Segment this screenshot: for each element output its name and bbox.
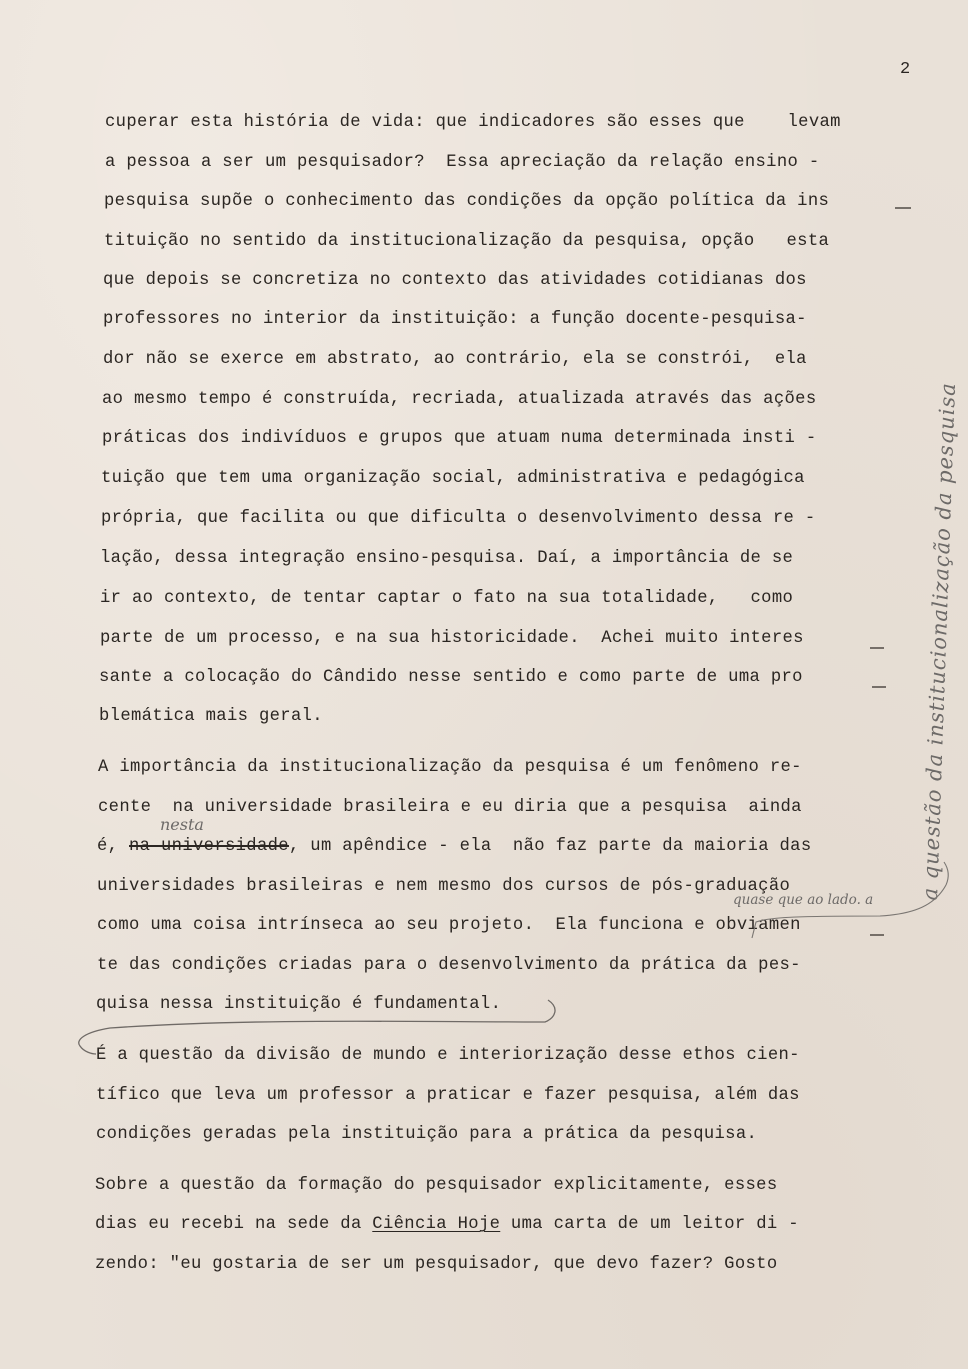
handwritten-margin-note: a questão da institucionalização da pesquisa — [918, 381, 961, 901]
text-line: cente na universidade brasileira e eu diria que a pesquisa ainda — [98, 798, 802, 817]
text-line: tuição que tem uma organização social, administrativa e pedagógica — [101, 469, 805, 488]
text-line: que depois se concretiza no contexto das atividades cotidianas dos — [103, 271, 807, 290]
text-fragment: uma carta de um leitor di - — [500, 1215, 799, 1234]
text-fragment — [684, 916, 695, 935]
text-line-with-title — [95, 1214, 799, 1236]
text-line: tituição no sentido da institucionalização da pesquisa, opção esta — [104, 232, 830, 251]
text-line: ao mesmo tempo é construída, recriada, atualizada através das ações — [102, 390, 817, 409]
text-line: É a questão da divisão de mundo e interiorização desse ethos cien- — [96, 1046, 800, 1065]
text-line: lação, dessa integração ensino-pesquisa. Daí, a importância de se — [100, 549, 794, 568]
text-line: universidades brasileiras e nem mesmo dos cursos de pós-graduação — [97, 877, 791, 896]
text-line: blemática mais geral. — [99, 707, 323, 726]
text-line: A importância da institucionalização da pesquisa é um fenômeno re- — [98, 758, 802, 777]
text-line: zendo: "eu gostaria de ser um pesquisador, que devo fazer? Gosto — [95, 1255, 778, 1274]
text-line: a pessoa a ser um pesquisador? Essa apreciação da relação ensino - — [105, 153, 820, 172]
text-line-with-correction — [97, 836, 812, 858]
text-line: própria, que facilita ou que dificulta o desenvolvimento dessa re - — [101, 509, 816, 528]
text-line: ir ao contexto, de tentar captar o fato na sua totalidade, como — [100, 589, 794, 608]
text-fragment: como uma coisa intrínseca ao seu projeto. Ela funciona — [97, 916, 684, 935]
text-fragment: é, — [97, 837, 129, 856]
text-line: pesquisa supõe o conhecimento das condições da opção política da ins — [104, 192, 830, 211]
underlined-title: Ciência Hoje — [372, 1215, 501, 1234]
text-line: te das condições criadas para o desenvolvimento da prática da pes- — [97, 956, 801, 975]
text-line: tífico que leva um professor a praticar e fazer pesquisa, além das — [96, 1086, 800, 1105]
text-line: professores no interior da instituição: a função docente-pesquisa- — [103, 310, 807, 329]
handwritten-insertion-nesta: nesta — [160, 815, 204, 834]
text-line-with-insertion — [97, 915, 801, 937]
text-fragment: e obviamen — [694, 916, 801, 935]
text-fragment: dias eu recebi na sede da — [95, 1215, 373, 1234]
text-line: práticas dos indivíduos e grupos que atuam numa determinada insti - — [102, 429, 817, 448]
text-line: Sobre a questão da formação do pesquisador explicitamente, esses — [95, 1176, 778, 1195]
handwritten-insertion-quase: quase que ao lado. a — [733, 892, 874, 908]
page-number: 2 — [900, 60, 911, 79]
arrow-curve — [944, 862, 948, 885]
text-line: dor não se exerce em abstrato, ao contrário, ela se constrói, ela — [103, 350, 807, 369]
struck-text: na universidade — [129, 837, 289, 856]
text-line: parte de um processo, e na sua historicidade. Achei muito interes — [100, 629, 804, 648]
text-fragment: , um apêndice - ela não faz parte da maioria das — [288, 837, 812, 856]
text-line: sante a colocação do Cândido nesse sentido e como parte de uma pro — [99, 668, 803, 687]
text-line: quisa nessa instituição é fundamental. — [96, 995, 502, 1014]
text-line: condições geradas pela instituição para a prática da pesquisa. — [96, 1125, 758, 1144]
text-line: cuperar esta história de vida: que indicadores são esses que levam — [105, 113, 841, 132]
